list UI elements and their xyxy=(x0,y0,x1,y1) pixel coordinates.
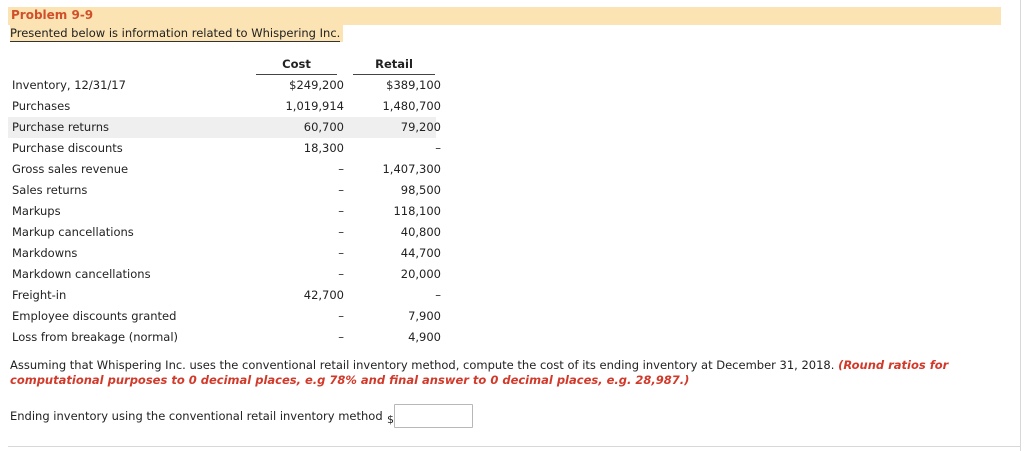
column-header-cost: Cost xyxy=(256,56,337,75)
retail-value: – xyxy=(435,288,441,302)
cost-value: 18,300 xyxy=(303,141,344,155)
row-label: Purchases xyxy=(12,99,71,113)
cost-value: 1,019,914 xyxy=(285,99,344,113)
retail-value: 7,900 xyxy=(408,309,441,323)
retail-value: 44,700 xyxy=(400,246,441,260)
retail-value: 1,480,700 xyxy=(382,99,441,113)
cost-value: – xyxy=(338,330,344,344)
intro-underline xyxy=(10,41,340,42)
row-label: Markups xyxy=(12,204,61,218)
table-row xyxy=(8,201,441,222)
retail-value: 118,100 xyxy=(393,204,441,218)
retail-value: 40,800 xyxy=(400,225,441,239)
table-row xyxy=(8,117,441,138)
retail-value: 20,000 xyxy=(400,267,441,281)
row-label: Sales returns xyxy=(12,183,88,197)
cost-value: 60,700 xyxy=(303,120,344,134)
cost-value: – xyxy=(338,162,344,176)
row-label: Gross sales revenue xyxy=(12,162,129,176)
ending-inventory-input[interactable] xyxy=(394,404,473,428)
row-label: Markdowns xyxy=(12,246,78,260)
question-body: Assuming that Whispering Inc. uses the conventional retail inventory method, compute the cost of its ending inventory at December 31, 2018. xyxy=(10,358,839,372)
table-row xyxy=(8,306,441,327)
cost-value: $249,200 xyxy=(289,78,344,92)
problem-intro: Presented below is information related to Whispering Inc. xyxy=(10,24,343,42)
cost-value: – xyxy=(338,309,344,323)
table-row xyxy=(8,75,441,96)
rounding-note: (Round ratios for computational purposes to 0 decimal places, e.g 78% and final answer to 0 decimal places, e.g. 28,987.) xyxy=(10,358,949,387)
cost-value: – xyxy=(338,246,344,260)
table-row xyxy=(8,243,441,264)
row-label: Purchase returns xyxy=(12,120,110,134)
row-label: Inventory, 12/31/17 xyxy=(12,78,126,92)
table-row xyxy=(8,264,441,285)
retail-value: – xyxy=(435,141,441,155)
row-label: Loss from breakage (normal) xyxy=(12,330,178,344)
question-text xyxy=(10,358,1010,388)
column-header-retail: Retail xyxy=(353,56,435,75)
table-row xyxy=(8,180,441,201)
row-label: Freight-in xyxy=(12,288,67,302)
row-label: Markdown cancellations xyxy=(12,267,151,281)
table-row xyxy=(8,159,441,180)
retail-value: 4,900 xyxy=(408,330,441,344)
cost-value: – xyxy=(338,267,344,281)
row-label: Employee discounts granted xyxy=(12,309,177,323)
cost-value: 42,700 xyxy=(303,288,344,302)
cost-value: – xyxy=(338,225,344,239)
currency-symbol: $ xyxy=(387,413,394,426)
cost-value: – xyxy=(338,204,344,218)
cost-value: – xyxy=(338,183,344,197)
problem-header-band xyxy=(8,7,1001,25)
row-label: Markup cancellations xyxy=(12,225,134,239)
table-row xyxy=(8,96,441,117)
table-row xyxy=(8,138,441,159)
table-row xyxy=(8,327,441,348)
answer-label: Ending inventory using the conventional retail inventory method xyxy=(10,409,383,423)
right-border xyxy=(1020,0,1021,451)
bottom-border xyxy=(8,446,1020,447)
problem-title: Problem 9-9 xyxy=(11,8,94,22)
retail-value: $389,100 xyxy=(386,78,441,92)
retail-value: 79,200 xyxy=(400,120,441,134)
table-row xyxy=(8,285,441,306)
retail-value: 1,407,300 xyxy=(382,162,441,176)
row-label: Purchase discounts xyxy=(12,141,123,155)
table-row xyxy=(8,222,441,243)
retail-value: 98,500 xyxy=(400,183,441,197)
